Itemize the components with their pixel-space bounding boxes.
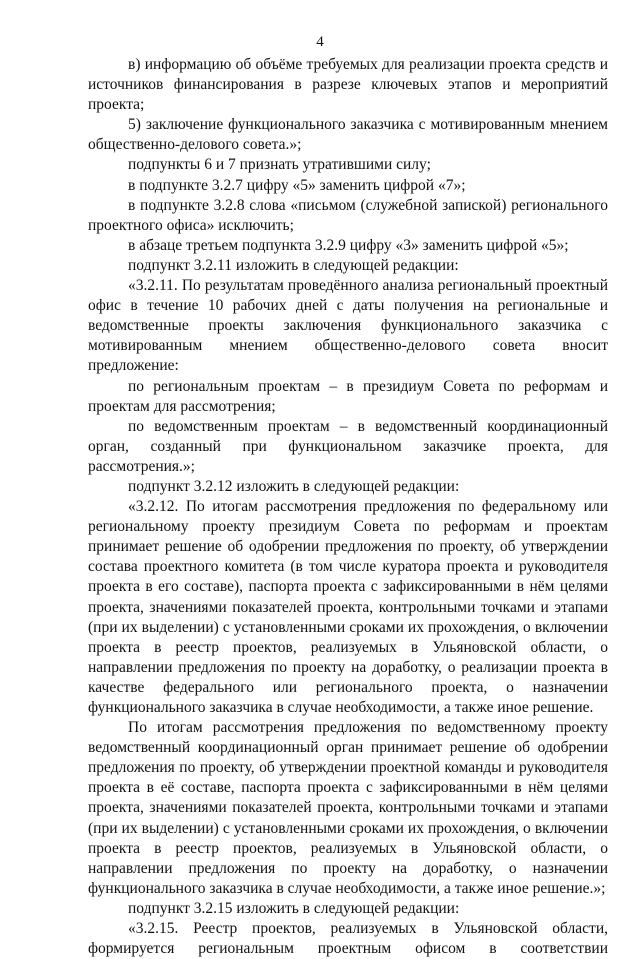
paragraph-13: По итогам рассмотрения предложения по ведомственному проекту ведомственный координационный орган принимает решение об одобрении предложения по проекту, об утверждении проектной команды и руководителя проекта в её составе, паспорта проекта с зафиксированными в нём целями проекта, значениями показателей проекта, контрольными точками и этапами (при их выделении) с установленными сроками их прохождения, о включении проекта в реестр проектов, реализуемых в Ульяновской области, о направлении предложения по проекту на доработку, о назначении функционального заказчика в случае необходимости, а также иное решение.»; xyxy=(88,719,608,897)
paragraph-11: подпункт 3.2.12 изложить в следующей редакции: xyxy=(128,477,460,495)
paragraph-4: в подпункте 3.2.7 цифру «5» заменить цифрой «7»; xyxy=(128,176,466,194)
paragraph-12: «3.2.12. По итогам рассмотрения предложения по федеральному или региональному проекту президиум Совета по реформам и проектам принимает решение об одобрении предложения по проекту, об утверждении состава проектного комитета (в том числе куратора проекта и руководителя проекта в его составе), паспорта проекта с зафиксированными в нём целями проекта, значениями показателей проекта, контрольными точками и этапами (при их выделении) с установленными сроками их прохождения, о включении проекта в реестр проектов, реализуемых в Ульяновской области, о направлении предложения по проекту на доработку, о реализации проекта в качестве федерального или регионального проекта, о назначении функционального заказчика в случае необходимости, а также иное решение. xyxy=(88,498,608,716)
paragraph-6: в абзаце третьем подпункта 3.2.9 цифру «3» заменить цифрой «5»; xyxy=(128,236,569,254)
paragraph-15: «3.2.15. Реестр проектов, реализуемых в Ульяновской области, формируется региональным проектным офисом в соответствии xyxy=(88,920,608,958)
paragraph-9: по региональным проектам – в президиум Совета по реформам и проектам для рассмотрения; xyxy=(88,377,608,415)
paragraph-8: «3.2.11. По результатам проведённого анализа региональный проектный офис в течение 10 рабочих дней с даты получения на региональные и ведомственные проекты заключения функционального заказчика с мотивированным мнением общественно-делового совета вносит предложение: xyxy=(88,277,608,375)
paragraph-3: подпункты 6 и 7 признать утратившими силу; xyxy=(128,156,431,174)
document-body xyxy=(88,55,608,959)
paragraph-1: в) информацию об объёме требуемых для реализации проекта средств и источников финансирования в разрезе ключевых этапов и мероприятий проекта; xyxy=(88,56,608,114)
page-number: 4 xyxy=(316,34,324,50)
paragraph-10: по ведомственным проектам – в ведомственный координационный орган, созданный при функциональном заказчике проекта, для рассмотрения.»; xyxy=(88,417,608,475)
paragraph-14: подпункт 3.2.15 изложить в следующей редакции: xyxy=(128,899,460,917)
paragraph-2: 5) заключение функционального заказчика с мотивированным мнением общественно-делового совета.»; xyxy=(88,116,608,154)
paragraph-7: подпункт 3.2.11 изложить в следующей редакции: xyxy=(128,256,459,274)
paragraph-5: в подпункте 3.2.8 слова «письмом (служебной запиской) регионального проектного офиса» исключить; xyxy=(88,196,608,234)
